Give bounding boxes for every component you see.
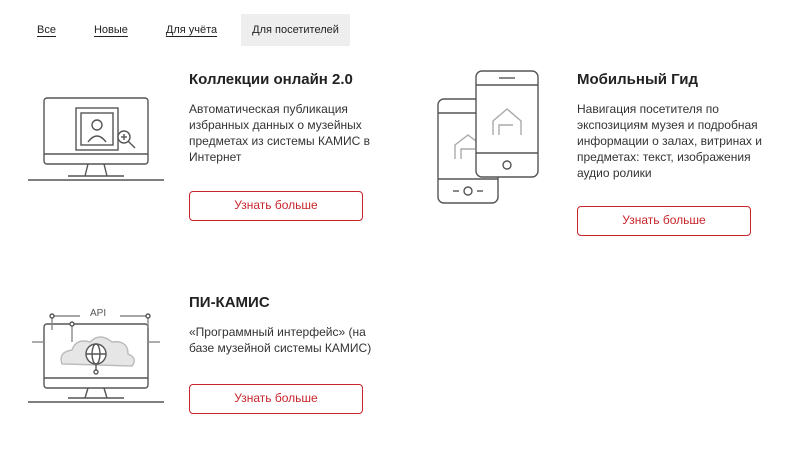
card-description: «Программный интерфейс» (на базе музейной системы КАМИС) bbox=[189, 325, 372, 355]
learn-more-button[interactable]: Узнать больше bbox=[189, 191, 363, 221]
monitor-with-api-globe-icon bbox=[28, 302, 164, 404]
monitor-with-picture-and-magnifier-icon bbox=[28, 94, 164, 186]
learn-more-button[interactable]: Узнать больше bbox=[189, 384, 363, 414]
api-label: API bbox=[90, 308, 107, 319]
card-description: Автоматическая публикация избранных данных о музейных предметах из системы КАМИС в Интернет bbox=[189, 102, 370, 164]
learn-more-button[interactable]: Узнать больше bbox=[577, 206, 751, 236]
card-title: Мобильный Гид bbox=[577, 71, 699, 88]
filter-tabs bbox=[22, 14, 350, 46]
card-pi-kamis bbox=[189, 294, 389, 356]
tab-accounting[interactable]: Для учёта bbox=[165, 24, 218, 36]
card-title: Коллекции онлайн 2.0 bbox=[189, 71, 353, 88]
tab-new[interactable]: Новые bbox=[93, 24, 128, 36]
card-mobile-guide bbox=[577, 71, 782, 181]
card-title: ПИ-КАМИС bbox=[189, 294, 270, 311]
card-collections-online bbox=[189, 71, 389, 165]
two-smartphones-icon bbox=[435, 69, 541, 205]
tab-all[interactable]: Все bbox=[37, 24, 56, 36]
card-description: Навигация посетителя по экспозициям музея и подробная информации о залах, витринах и предметах: текст, изображения аудио ролики bbox=[577, 102, 762, 180]
tab-visitors[interactable]: Для посетителей bbox=[241, 14, 350, 46]
